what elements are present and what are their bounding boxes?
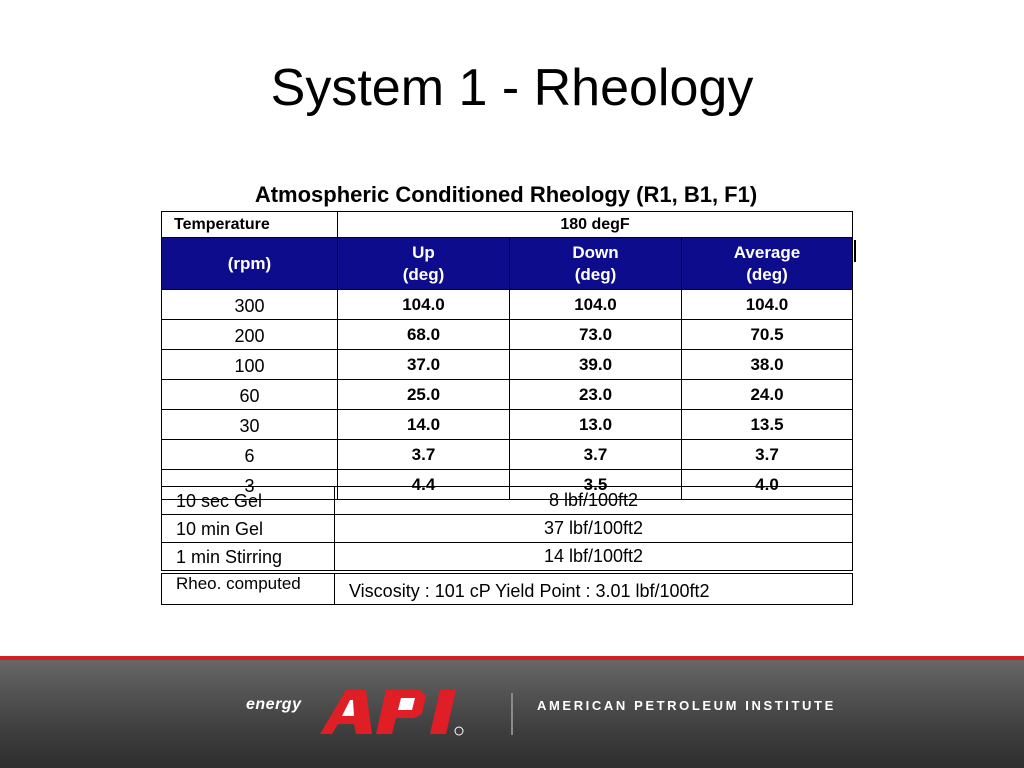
- cell-average: 70.5: [682, 320, 853, 350]
- cell-rpm: 200: [162, 320, 338, 350]
- table-row: [162, 543, 853, 571]
- gel-label: 10 min Gel: [162, 515, 335, 543]
- header-up-line2: (deg): [402, 264, 445, 284]
- cell-down: 73.0: [510, 320, 682, 350]
- cell-average: 38.0: [682, 350, 853, 380]
- cell-down: 23.0: [510, 380, 682, 410]
- cell-up: 68.0: [338, 320, 510, 350]
- rheo-label: Rheo. computed: [162, 574, 335, 605]
- cell-down: 39.0: [510, 350, 682, 380]
- cell-down: 3.5: [510, 470, 682, 500]
- cell-up: 3.7: [338, 440, 510, 470]
- temperature-row: [162, 212, 853, 238]
- divider: [854, 240, 856, 262]
- table-row: [162, 320, 853, 350]
- cell-average: 24.0: [682, 380, 853, 410]
- gel-value: 8 lbf/100ft2: [335, 487, 853, 515]
- header-average: [682, 238, 853, 290]
- table-title: Atmospheric Conditioned Rheology (R1, B1, F1): [254, 182, 758, 207]
- footer-accent-line: [0, 656, 1024, 660]
- temperature-label: Temperature: [162, 212, 338, 238]
- table-row: [162, 515, 853, 543]
- cell-average: 3.7: [682, 440, 853, 470]
- table-row: [162, 487, 853, 515]
- cell-average: 104.0: [682, 290, 853, 320]
- rheology-table: [161, 211, 853, 500]
- temperature-value: 180 degF: [338, 212, 853, 238]
- header-average-line1: Average: [733, 242, 801, 262]
- cell-average: 4.0: [682, 470, 853, 500]
- cell-rpm: 60: [162, 380, 338, 410]
- header-average-line2: (deg): [746, 264, 788, 284]
- cell-down: 3.7: [510, 440, 682, 470]
- rheo-value: Viscosity : 101 cP Yield Point : 3.01 lbf/100ft2: [335, 574, 853, 605]
- cell-rpm: 6: [162, 440, 338, 470]
- cell-rpm: 100: [162, 350, 338, 380]
- gel-value: 14 lbf/100ft2: [335, 543, 853, 571]
- cell-up: 37.0: [338, 350, 510, 380]
- footer-divider: [511, 693, 513, 735]
- table-header-row: [162, 238, 853, 290]
- cell-down: 104.0: [510, 290, 682, 320]
- footer-organization-name: AMERICAN PETROLEUM INSTITUTE: [537, 698, 836, 713]
- table-row: [162, 380, 853, 410]
- header-down-line1: Down: [572, 242, 619, 262]
- cell-rpm: 30: [162, 410, 338, 440]
- api-logo: [316, 688, 468, 736]
- footer-energy-text: energy: [246, 696, 302, 713]
- cell-average: 13.5: [682, 410, 853, 440]
- gel-label: 10 sec Gel: [162, 487, 335, 515]
- cell-down: 13.0: [510, 410, 682, 440]
- table-row: [162, 440, 853, 470]
- table-row: [162, 350, 853, 380]
- header-down-line2: (deg): [574, 264, 617, 284]
- header-up: [338, 238, 510, 290]
- header-down: [510, 238, 682, 290]
- table-row: [162, 410, 853, 440]
- rheo-computed-table: [161, 573, 853, 605]
- cell-rpm: 3: [162, 470, 338, 500]
- cell-up: 4.4: [338, 470, 510, 500]
- gel-value: 37 lbf/100ft2: [335, 515, 853, 543]
- gel-label: 1 min Stirring: [162, 543, 335, 571]
- cell-up: 14.0: [338, 410, 510, 440]
- cell-up: 104.0: [338, 290, 510, 320]
- header-up-line1: Up: [412, 242, 435, 262]
- cell-up: 25.0: [338, 380, 510, 410]
- header-rpm: (rpm): [162, 238, 338, 290]
- table-row: [162, 574, 853, 605]
- cell-rpm: 300: [162, 290, 338, 320]
- gel-strength-table: [161, 486, 853, 571]
- table-row: [162, 290, 853, 320]
- slide-title: System 1 - Rheology: [270, 59, 754, 117]
